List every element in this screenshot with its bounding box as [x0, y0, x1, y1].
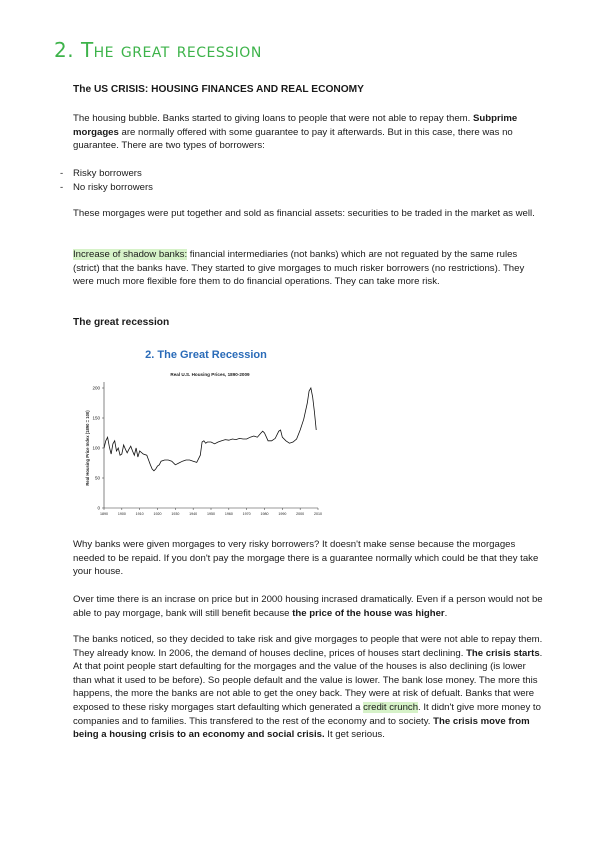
x-tick-label: 1910: [135, 512, 144, 516]
subheading-great-recession: The great recession: [73, 317, 170, 328]
housing-price-chart: [76, 340, 326, 518]
text-run: It get serious.: [324, 729, 385, 741]
x-tick-label: 1960: [224, 512, 233, 516]
x-tick-label: 1900: [117, 512, 126, 516]
bold-run: The crisis starts: [466, 647, 540, 659]
list-item: [60, 181, 153, 195]
chart-ticks: [92, 386, 322, 517]
x-tick-label: 2000: [296, 512, 305, 516]
paragraph-securities: These morgages were put together and sold as financial assets: securities to be traded in the market as well.: [73, 208, 535, 219]
text-run: The banks noticed, so they decided to take risk and give morgages to people that were not able to repay them. They already know. In 2006, the demand of houses decline, prices of houses start declining.: [73, 634, 543, 659]
x-tick-label: 1970: [242, 512, 251, 516]
dash-bullet: -: [60, 168, 64, 179]
y-tick-label: 100: [92, 445, 100, 451]
highlighted-run: Increase of shadow banks:: [73, 249, 188, 260]
paragraph-shadow-banks: [73, 248, 543, 289]
text-run: Over time there is an incrase on price but in 2000 housing incrased dramatically. Even if a person would not be able to pay morgage, bank will still benefit because: [73, 594, 543, 619]
y-tick-label: 150: [92, 415, 100, 421]
chart-subtitle: Real U.S. Housing Prices, 1890-2009: [170, 372, 250, 377]
list-item-text: Risky borrowers: [73, 168, 142, 179]
text-run: are normally offered with some guarantee to pay it afterwards. But in this case, there was no guarantee. There are two types of borrowers:: [73, 126, 513, 152]
text-run: The housing bubble. Banks started to giving loans to people that were not able to repay them.: [73, 113, 471, 124]
dash-bullet: -: [60, 181, 64, 193]
x-tick-label: 2010: [314, 512, 322, 516]
x-tick-label: 1980: [260, 512, 269, 516]
chart-y-axis-label: Real Housing Price Index (1890 = 100): [85, 410, 90, 486]
paragraph-price-increase: [73, 593, 543, 620]
section-heading: The US CRISIS: HOUSING FINANCES AND REAL ECONOMY: [73, 84, 364, 95]
x-tick-label: 1930: [171, 512, 180, 516]
borrower-list: [60, 167, 153, 194]
text-run: financial intermediaries (not banks) which are not reguated by the same rules (strict) that the banks have. They started to give morgages to much risker borrowers (no restrictions). They were much more flexible fore them to do financial operations. They can take more risk.: [73, 249, 525, 288]
paragraph-housing-bubble: [73, 112, 543, 153]
page-title: 2. The great recession: [54, 38, 262, 62]
chart-title: 2. The Great Recession: [145, 349, 267, 361]
text-run: . It didn't give more money to companies and to families. This transfered to the rest of the economy and to society.: [73, 701, 541, 727]
text-run: .: [444, 607, 448, 619]
list-item: [60, 167, 153, 181]
list-item-text: No risky borrowers: [73, 181, 153, 193]
chart-series-line: [104, 388, 316, 471]
paragraph-why-banks: Why banks were given morgages to very risky borrowers? It doesn't make sense because the morgages needed to be repaid. If you don't pay the morgage there is a guarantee normally which could be that they take your house.: [73, 539, 539, 578]
text-run: . At that point people start defaulting for the morgages and the value of the houses is also declining (is lower than what it used to be before). So people default and the value is lower. The bank lose money. The more this happens, the more the banks are not able to get the oney back. They were at risk of defualt. Banks that were exposed to these risky morgages start defaulting which generated a: [73, 647, 543, 713]
x-tick-label: 1890: [100, 512, 108, 516]
x-tick-label: 1990: [278, 512, 287, 516]
x-tick-label: 1950: [207, 512, 215, 516]
y-tick-label: 50: [94, 475, 100, 481]
x-tick-label: 1920: [153, 512, 162, 516]
x-tick-label: 1940: [189, 512, 198, 516]
highlighted-run: credit crunch: [363, 701, 419, 713]
y-tick-label: 200: [92, 385, 100, 391]
bold-run: The crisis move from being a housing crisis to an economy and social crisis.: [73, 715, 530, 741]
bold-run: the price of the house was higher: [292, 607, 445, 619]
bold-run: Subprime morgages: [73, 113, 518, 138]
y-tick-label: 0: [97, 505, 100, 511]
paragraph-crisis: [73, 633, 543, 742]
chart-axes: [104, 382, 318, 508]
